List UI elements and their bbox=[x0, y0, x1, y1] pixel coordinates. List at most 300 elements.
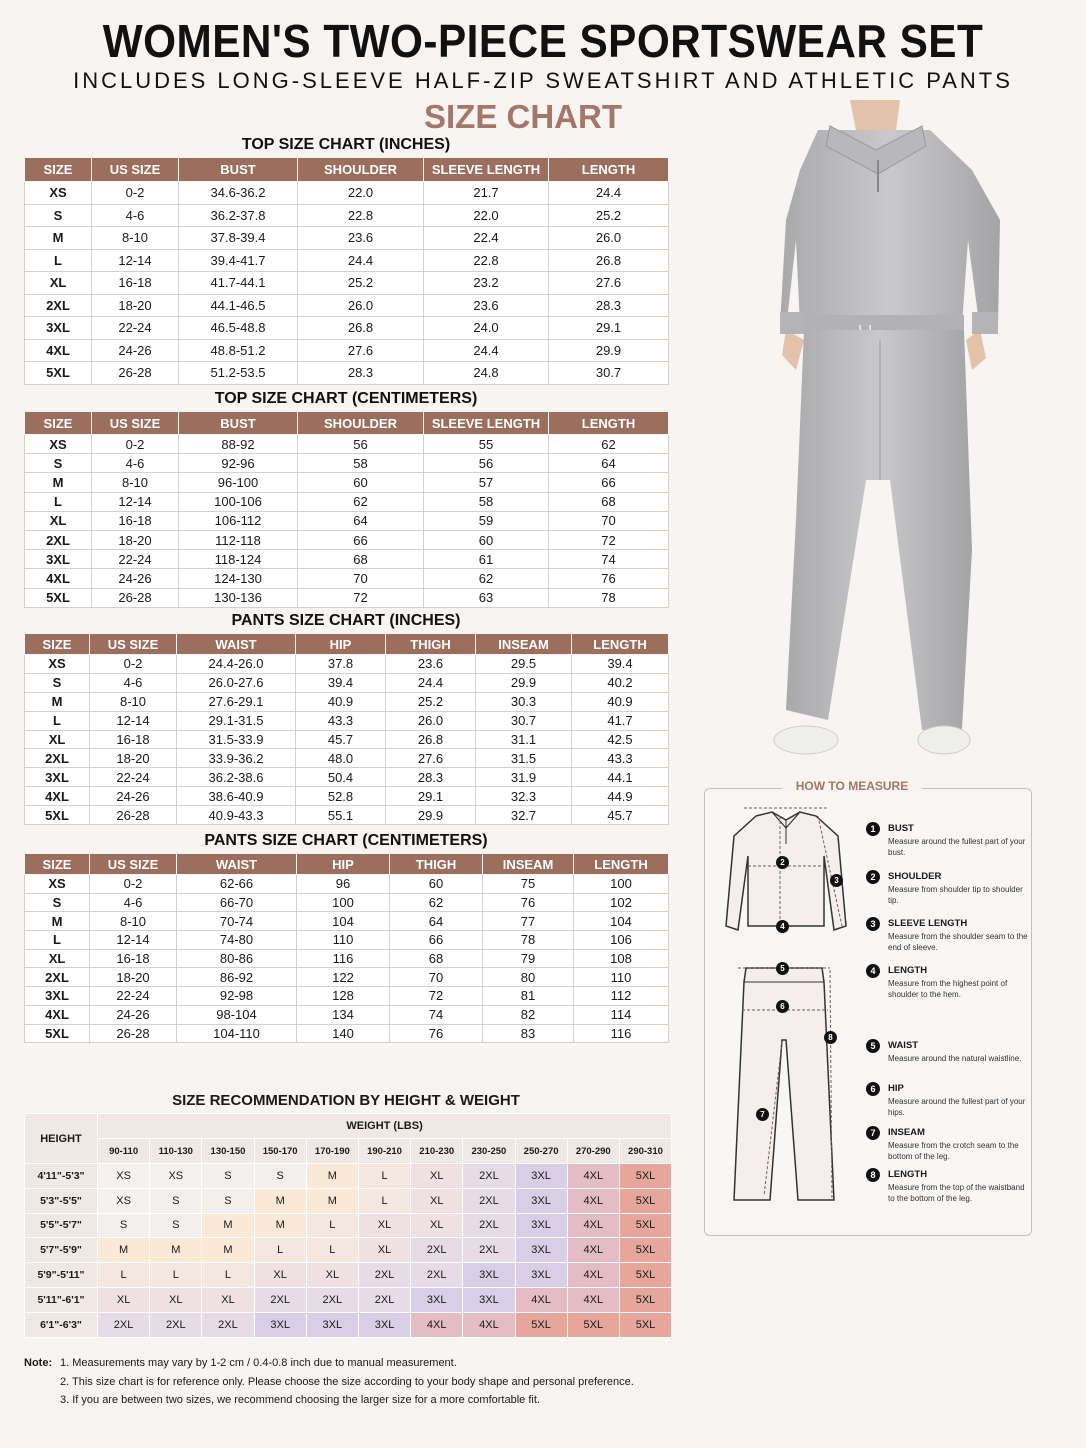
table-cell: 26-28 bbox=[90, 1024, 177, 1043]
size-recommendation-cell: 3XL bbox=[515, 1263, 567, 1288]
table-cell: 27.6-29.1 bbox=[177, 692, 296, 711]
column-header: US SIZE bbox=[92, 158, 179, 182]
height-header: HEIGHT bbox=[25, 1114, 98, 1164]
size-recommendation-cell: M bbox=[202, 1238, 254, 1263]
column-header: WAIST bbox=[177, 634, 296, 655]
table-cell: 29.9 bbox=[549, 339, 669, 362]
measure-label: SLEEVE LENGTH bbox=[888, 918, 968, 929]
table-cell: 24-26 bbox=[92, 339, 179, 362]
size-recommendation-cell: 5XL bbox=[567, 1312, 619, 1337]
table-cell: 82 bbox=[483, 1005, 574, 1024]
table-row bbox=[25, 749, 669, 768]
height-range-cell: 6'1"-6'3" bbox=[25, 1312, 98, 1337]
measure-description: Measure from the highest point of shoulder to the hem. bbox=[888, 979, 1008, 999]
size-recommendation-cell: 3XL bbox=[515, 1238, 567, 1263]
table-cell: 46.5-48.8 bbox=[179, 317, 298, 340]
size-cell: 4XL bbox=[25, 339, 92, 362]
size-recommendation-cell: 4XL bbox=[567, 1287, 619, 1312]
table-cell: 62 bbox=[549, 435, 669, 454]
weight-range-header: 110-130 bbox=[150, 1139, 202, 1164]
size-cell: 5XL bbox=[25, 1024, 90, 1043]
size-recommendation-cell: S bbox=[254, 1164, 306, 1189]
table-cell: 40.9 bbox=[296, 692, 386, 711]
size-recommendation-cell: XL bbox=[358, 1213, 410, 1238]
table-cell: 37.8-39.4 bbox=[179, 227, 298, 250]
size-cell: M bbox=[25, 912, 90, 931]
diagram-marker-5: 5 bbox=[776, 962, 789, 975]
size-recommendation-cell: M bbox=[98, 1238, 150, 1263]
weight-header: WEIGHT (LBS) bbox=[98, 1114, 672, 1139]
table-cell: 70-74 bbox=[177, 912, 297, 931]
measure-description: Measure from the top of the waistband to the bottom of the leg. bbox=[888, 1183, 1025, 1203]
size-chart-heading: SIZE CHART bbox=[424, 98, 622, 135]
table-cell: 23.6 bbox=[298, 227, 424, 250]
size-cell: S bbox=[25, 454, 92, 473]
table-cell: 70 bbox=[298, 569, 424, 588]
table-cell: 75 bbox=[483, 875, 574, 894]
table-cell: 26.0 bbox=[298, 294, 424, 317]
column-header: BUST bbox=[179, 412, 298, 435]
table-cell: 8-10 bbox=[92, 473, 179, 492]
table-cell: 29.1-31.5 bbox=[177, 711, 296, 730]
size-recommendation-cell: 2XL bbox=[463, 1164, 515, 1189]
table-cell: 66 bbox=[390, 931, 483, 950]
measure-label: INSEAM bbox=[888, 1127, 925, 1138]
size-recommendation-cell: M bbox=[254, 1213, 306, 1238]
table-cell: 74-80 bbox=[177, 931, 297, 950]
table-row bbox=[25, 893, 669, 912]
table-cell: 32.3 bbox=[476, 787, 572, 806]
weight-range-header: 210-230 bbox=[411, 1139, 463, 1164]
table-cell: 48.8-51.2 bbox=[179, 339, 298, 362]
diagram-marker-8: 8 bbox=[824, 1031, 837, 1044]
size-recommendation-cell: 2XL bbox=[463, 1213, 515, 1238]
table-cell: 24-26 bbox=[90, 787, 177, 806]
recommendation-title: SIZE RECOMMENDATION BY HEIGHT & WEIGHT bbox=[172, 1092, 520, 1109]
size-cell: 2XL bbox=[25, 749, 90, 768]
column-header: SIZE bbox=[25, 412, 92, 435]
weight-range-header: 270-290 bbox=[567, 1139, 619, 1164]
size-cell: L bbox=[25, 492, 92, 511]
pants-inches-title: PANTS SIZE CHART (INCHES) bbox=[231, 612, 461, 629]
weight-range-header: 290-310 bbox=[619, 1139, 671, 1164]
column-header: LENGTH bbox=[549, 158, 669, 182]
weight-range-header: 150-170 bbox=[254, 1139, 306, 1164]
table-cell: 124-130 bbox=[179, 569, 298, 588]
height-range-cell: 5'5"-5'7" bbox=[25, 1213, 98, 1238]
table-cell: 24.0 bbox=[424, 317, 549, 340]
column-header: SIZE bbox=[25, 634, 90, 655]
table-cell: 4-6 bbox=[90, 893, 177, 912]
table-cell: 134 bbox=[297, 1005, 390, 1024]
table-cell: 36.2-38.6 bbox=[177, 768, 296, 787]
table-cell: 31.9 bbox=[476, 768, 572, 787]
table-cell: 24.4 bbox=[386, 673, 476, 692]
table-cell: 30.3 bbox=[476, 692, 572, 711]
size-cell: L bbox=[25, 249, 92, 272]
size-recommendation-cell: XL bbox=[306, 1263, 358, 1288]
table-cell: 29.1 bbox=[549, 317, 669, 340]
column-header: US SIZE bbox=[90, 854, 177, 875]
size-recommendation-cell: 3XL bbox=[515, 1188, 567, 1213]
table-cell: 22.8 bbox=[298, 204, 424, 227]
table-cell: 37.8 bbox=[296, 655, 386, 674]
table-row bbox=[25, 912, 669, 931]
table-cell: 61 bbox=[424, 550, 549, 569]
table-header-row bbox=[25, 412, 669, 435]
table-cell: 36.2-37.8 bbox=[179, 204, 298, 227]
column-header: SLEEVE LENGTH bbox=[424, 158, 549, 182]
size-recommendation-cell: 2XL bbox=[463, 1188, 515, 1213]
table-cell: 45.7 bbox=[296, 730, 386, 749]
table-cell: 23.6 bbox=[424, 294, 549, 317]
table-cell: 112 bbox=[574, 987, 669, 1006]
how-to-measure-title: HOW TO MEASURE bbox=[782, 779, 922, 793]
table-cell: 0-2 bbox=[90, 655, 177, 674]
table-row bbox=[25, 454, 669, 473]
table-row bbox=[25, 787, 669, 806]
size-recommendation-cell: XL bbox=[98, 1287, 150, 1312]
table-row bbox=[25, 182, 669, 205]
table-cell: 62-66 bbox=[177, 875, 297, 894]
page-subtitle: INCLUDES LONG-SLEEVE HALF-ZIP SWEATSHIRT AND ATHLETIC PANTS bbox=[73, 68, 1013, 93]
diagram-marker-6: 6 bbox=[776, 1000, 789, 1013]
column-header: SHOULDER bbox=[298, 158, 424, 182]
table-cell: 60 bbox=[424, 530, 549, 549]
table-cell: 40.2 bbox=[572, 673, 669, 692]
table-cell: 24.4-26.0 bbox=[177, 655, 296, 674]
table-cell: 122 bbox=[297, 968, 390, 987]
table-cell: 45.7 bbox=[572, 806, 669, 825]
column-header: SIZE bbox=[25, 854, 90, 875]
table-cell: 118-124 bbox=[179, 550, 298, 569]
table-cell: 92-98 bbox=[177, 987, 297, 1006]
diagram-marker-3: 3 bbox=[830, 874, 843, 887]
size-recommendation-cell: XL bbox=[150, 1287, 202, 1312]
size-cell: M bbox=[25, 473, 92, 492]
weight-range-header: 90-110 bbox=[98, 1139, 150, 1164]
size-recommendation-cell: 2XL bbox=[411, 1238, 463, 1263]
table-cell: 26.0-27.6 bbox=[177, 673, 296, 692]
size-recommendation-cell: XL bbox=[411, 1213, 463, 1238]
table-cell: 25.2 bbox=[298, 272, 424, 295]
table-cell: 4-6 bbox=[92, 454, 179, 473]
measure-label: SHOULDER bbox=[888, 871, 942, 882]
measure-number-badge: 6 bbox=[866, 1082, 880, 1096]
note-line: 3. If you are between two sizes, we recommend choosing the larger size for a more comfortable fit. bbox=[60, 1394, 540, 1406]
table-cell: 106 bbox=[574, 931, 669, 950]
size-cell: 2XL bbox=[25, 294, 92, 317]
size-cell: 5XL bbox=[25, 806, 90, 825]
table-cell: 23.2 bbox=[424, 272, 549, 295]
table-cell: 22-24 bbox=[92, 317, 179, 340]
table-cell: 26.0 bbox=[386, 711, 476, 730]
table-cell: 56 bbox=[424, 454, 549, 473]
table-cell: 26.8 bbox=[549, 249, 669, 272]
table-cell: 130-136 bbox=[179, 588, 298, 607]
size-cell: 3XL bbox=[25, 987, 90, 1006]
table-cell: 26-28 bbox=[92, 362, 179, 385]
size-recommendation-cell: XL bbox=[411, 1164, 463, 1189]
size-recommendation-cell: S bbox=[150, 1213, 202, 1238]
size-recommendation-cell: 2XL bbox=[150, 1312, 202, 1337]
table-cell: 43.3 bbox=[572, 749, 669, 768]
table-cell: 64 bbox=[298, 511, 424, 530]
measure-label: LENGTH bbox=[888, 1169, 928, 1180]
table-cell: 50.4 bbox=[296, 768, 386, 787]
table-cell: 100 bbox=[297, 893, 390, 912]
table-cell: 30.7 bbox=[476, 711, 572, 730]
table-row bbox=[25, 1263, 672, 1288]
table-cell: 39.4 bbox=[296, 673, 386, 692]
table-cell: 72 bbox=[298, 588, 424, 607]
size-recommendation-cell: 5XL bbox=[619, 1164, 671, 1189]
size-recommendation-cell: 5XL bbox=[619, 1238, 671, 1263]
table-header-row bbox=[25, 854, 669, 875]
table-cell: 44.9 bbox=[572, 787, 669, 806]
table-cell: 72 bbox=[549, 530, 669, 549]
table-cell: 70 bbox=[390, 968, 483, 987]
table-cell: 48.0 bbox=[296, 749, 386, 768]
size-cell: 4XL bbox=[25, 787, 90, 806]
size-recommendation-cell: 2XL bbox=[411, 1263, 463, 1288]
table-row bbox=[25, 569, 669, 588]
table-cell: 24-26 bbox=[92, 569, 179, 588]
weight-range-header: 250-270 bbox=[515, 1139, 567, 1164]
column-header: US SIZE bbox=[92, 412, 179, 435]
size-cell: 2XL bbox=[25, 530, 92, 549]
table-cell: 22.8 bbox=[424, 249, 549, 272]
measure-description: Measure from the shoulder seam to the end of sleeve. bbox=[888, 932, 1028, 952]
table-cell: 16-18 bbox=[90, 730, 177, 749]
table-cell: 25.2 bbox=[549, 204, 669, 227]
measure-description: Measure from the crotch seam to the bottom of the leg. bbox=[888, 1141, 1019, 1161]
table-cell: 34.6-36.2 bbox=[179, 182, 298, 205]
table-header-row bbox=[25, 158, 669, 182]
size-recommendation-cell: XL bbox=[254, 1263, 306, 1288]
measure-number-badge: 4 bbox=[866, 964, 880, 978]
table-cell: 18-20 bbox=[92, 530, 179, 549]
table-cell: 22.4 bbox=[424, 227, 549, 250]
table-cell: 8-10 bbox=[90, 692, 177, 711]
size-recommendation-cell: 2XL bbox=[202, 1312, 254, 1337]
size-recommendation-cell: L bbox=[254, 1238, 306, 1263]
weight-range-header: 170-190 bbox=[306, 1139, 358, 1164]
table-cell: 31.5 bbox=[476, 749, 572, 768]
size-cell: XS bbox=[25, 435, 92, 454]
height-range-cell: 4'11"-5'3" bbox=[25, 1164, 98, 1189]
table-cell: 25.2 bbox=[386, 692, 476, 711]
table-row bbox=[25, 1287, 672, 1312]
table-cell: 30.7 bbox=[549, 362, 669, 385]
table-row bbox=[25, 949, 669, 968]
table-cell: 52.8 bbox=[296, 787, 386, 806]
size-recommendation-cell: 2XL bbox=[306, 1287, 358, 1312]
table-cell: 80-86 bbox=[177, 949, 297, 968]
size-recommendation-cell: 5XL bbox=[619, 1287, 671, 1312]
table-cell: 88-92 bbox=[179, 435, 298, 454]
size-cell: M bbox=[25, 227, 92, 250]
table-cell: 62 bbox=[298, 492, 424, 511]
table-cell: 16-18 bbox=[92, 511, 179, 530]
table-cell: 77 bbox=[483, 912, 574, 931]
size-cell: M bbox=[25, 692, 90, 711]
size-cell: 5XL bbox=[25, 362, 92, 385]
table-cell: 26.0 bbox=[549, 227, 669, 250]
column-header: SIZE bbox=[25, 158, 92, 182]
table-row bbox=[25, 730, 669, 749]
table-cell: 76 bbox=[483, 893, 574, 912]
table-cell: 110 bbox=[297, 931, 390, 950]
size-recommendation-cell: 5XL bbox=[619, 1188, 671, 1213]
column-header: LENGTH bbox=[574, 854, 669, 875]
table-row bbox=[25, 249, 669, 272]
size-cell: S bbox=[25, 893, 90, 912]
diagram-marker-7: 7 bbox=[756, 1108, 769, 1121]
table-cell: 29.5 bbox=[476, 655, 572, 674]
size-cell: 4XL bbox=[25, 1005, 90, 1024]
table-cell: 8-10 bbox=[90, 912, 177, 931]
table-cell: 81 bbox=[483, 987, 574, 1006]
height-range-cell: 5'3"-5'5" bbox=[25, 1188, 98, 1213]
size-recommendation-cell: 4XL bbox=[567, 1188, 619, 1213]
table-cell: 100-106 bbox=[179, 492, 298, 511]
measure-number-badge: 7 bbox=[866, 1126, 880, 1140]
table-cell: 39.4 bbox=[572, 655, 669, 674]
table-cell: 40.9 bbox=[572, 692, 669, 711]
table-cell: 24.4 bbox=[298, 249, 424, 272]
table-row bbox=[25, 655, 669, 674]
size-recommendation-cell: 3XL bbox=[463, 1287, 515, 1312]
table-cell: 26.8 bbox=[298, 317, 424, 340]
table-cell: 114 bbox=[574, 1005, 669, 1024]
table-cell: 116 bbox=[574, 1024, 669, 1043]
table-cell: 23.6 bbox=[386, 655, 476, 674]
table-cell: 44.1-46.5 bbox=[179, 294, 298, 317]
pants-cm-table bbox=[24, 853, 669, 1043]
size-recommendation-cell: 4XL bbox=[515, 1287, 567, 1312]
weight-range-header: 190-210 bbox=[358, 1139, 410, 1164]
pants-diagram bbox=[724, 960, 844, 1210]
column-header: LENGTH bbox=[549, 412, 669, 435]
table-cell: 72 bbox=[390, 987, 483, 1006]
size-recommendation-cell: S bbox=[150, 1188, 202, 1213]
table-cell: 106-112 bbox=[179, 511, 298, 530]
size-recommendation-cell: L bbox=[358, 1164, 410, 1189]
size-cell: 3XL bbox=[25, 768, 90, 787]
table-cell: 22.0 bbox=[424, 204, 549, 227]
size-recommendation-cell: 3XL bbox=[463, 1263, 515, 1288]
notes-label: Note: bbox=[24, 1357, 53, 1369]
size-recommendation-cell: 4XL bbox=[567, 1263, 619, 1288]
column-header: SLEEVE LENGTH bbox=[424, 412, 549, 435]
size-recommendation-cell: S bbox=[202, 1164, 254, 1189]
diagram-marker-2: 2 bbox=[776, 856, 789, 869]
column-header: SHOULDER bbox=[298, 412, 424, 435]
table-cell: 70 bbox=[549, 511, 669, 530]
table-cell: 68 bbox=[298, 550, 424, 569]
table-cell: 56 bbox=[298, 435, 424, 454]
column-header: HIP bbox=[296, 634, 386, 655]
size-cell: S bbox=[25, 673, 90, 692]
table-cell: 39.4-41.7 bbox=[179, 249, 298, 272]
table-cell: 98-104 bbox=[177, 1005, 297, 1024]
table-cell: 16-18 bbox=[90, 949, 177, 968]
size-recommendation-cell: 3XL bbox=[254, 1312, 306, 1337]
table-cell: 112-118 bbox=[179, 530, 298, 549]
size-recommendation-cell: 4XL bbox=[567, 1238, 619, 1263]
diagram-marker-4: 4 bbox=[776, 920, 789, 933]
table-cell: 62 bbox=[390, 893, 483, 912]
size-cell: 5XL bbox=[25, 588, 92, 607]
size-cell: L bbox=[25, 931, 90, 950]
size-cell: XL bbox=[25, 511, 92, 530]
column-header: LENGTH bbox=[572, 634, 669, 655]
size-recommendation-cell: L bbox=[98, 1263, 150, 1288]
table-cell: 27.6 bbox=[298, 339, 424, 362]
table-cell: 22-24 bbox=[92, 550, 179, 569]
table-row bbox=[25, 492, 669, 511]
table-cell: 29.1 bbox=[386, 787, 476, 806]
table-cell: 0-2 bbox=[90, 875, 177, 894]
table-cell: 66-70 bbox=[177, 893, 297, 912]
size-recommendation-cell: M bbox=[150, 1238, 202, 1263]
size-cell: 3XL bbox=[25, 550, 92, 569]
table-cell: 128 bbox=[297, 987, 390, 1006]
recommendation-table bbox=[24, 1113, 672, 1338]
size-recommendation-cell: 2XL bbox=[254, 1287, 306, 1312]
table-cell: 22-24 bbox=[90, 987, 177, 1006]
table-cell: 0-2 bbox=[92, 182, 179, 205]
size-recommendation-cell: S bbox=[98, 1213, 150, 1238]
table-cell: 28.3 bbox=[549, 294, 669, 317]
pants-cm-title: PANTS SIZE CHART (CENTIMETERS) bbox=[204, 832, 488, 849]
column-header: HIP bbox=[297, 854, 390, 875]
table-row bbox=[25, 362, 669, 385]
size-recommendation-cell: 3XL bbox=[358, 1312, 410, 1337]
table-row bbox=[25, 204, 669, 227]
top-cm-title: TOP SIZE CHART (CENTIMETERS) bbox=[214, 390, 478, 407]
size-cell: XL bbox=[25, 949, 90, 968]
table-cell: 108 bbox=[574, 949, 669, 968]
size-recommendation-cell: 4XL bbox=[411, 1312, 463, 1337]
table-cell: 26-28 bbox=[90, 806, 177, 825]
height-range-cell: 5'11"-6'1" bbox=[25, 1287, 98, 1312]
table-cell: 4-6 bbox=[90, 673, 177, 692]
size-recommendation-cell: 3XL bbox=[411, 1287, 463, 1312]
table-cell: 4-6 bbox=[92, 204, 179, 227]
table-cell: 64 bbox=[390, 912, 483, 931]
size-cell: XS bbox=[25, 182, 92, 205]
table-cell: 24-26 bbox=[90, 1005, 177, 1024]
measure-number-badge: 2 bbox=[866, 870, 880, 884]
table-cell: 18-20 bbox=[90, 749, 177, 768]
table-row bbox=[25, 227, 669, 250]
table-cell: 12-14 bbox=[90, 711, 177, 730]
table-cell: 24.4 bbox=[549, 182, 669, 205]
table-cell: 83 bbox=[483, 1024, 574, 1043]
measure-number-badge: 5 bbox=[866, 1039, 880, 1053]
table-row bbox=[25, 1312, 672, 1337]
table-row bbox=[25, 511, 669, 530]
table-cell: 40.9-43.3 bbox=[177, 806, 296, 825]
size-recommendation-cell: 3XL bbox=[515, 1164, 567, 1189]
table-cell: 74 bbox=[390, 1005, 483, 1024]
size-cell: XL bbox=[25, 272, 92, 295]
table-cell: 26.8 bbox=[386, 730, 476, 749]
column-header: THIGH bbox=[386, 634, 476, 655]
table-cell: 29.9 bbox=[386, 806, 476, 825]
